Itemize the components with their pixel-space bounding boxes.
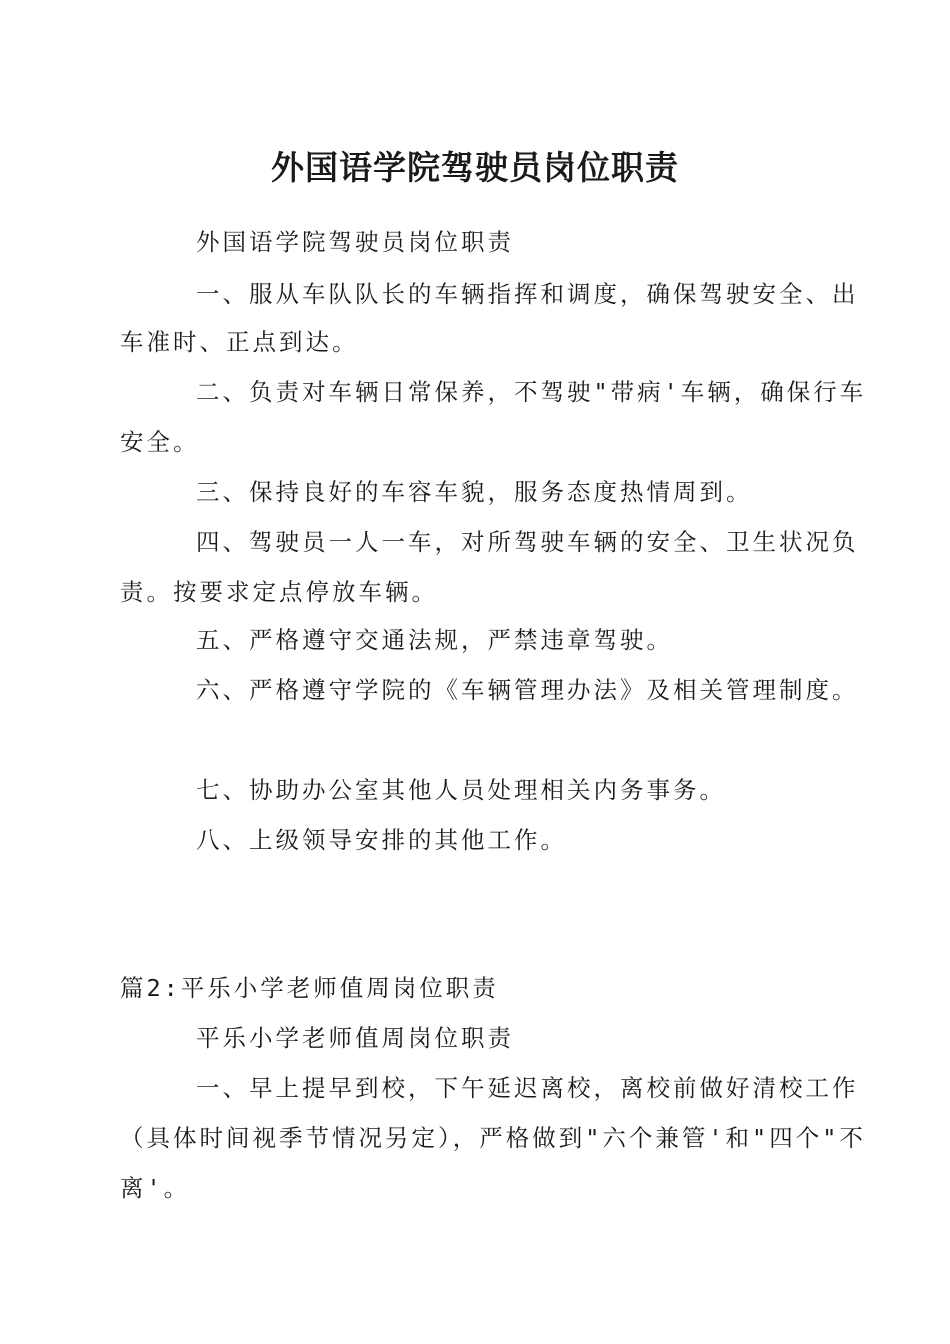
document-title: 外国语学院驾驶员岗位职责	[271, 148, 679, 187]
duty-item-1-line-1: 一、服从车队队长的车辆指挥和调度，确保驾驶安全、出	[196, 280, 859, 308]
duty-item-1-line-2: 车准时、正点到达。	[120, 328, 359, 356]
section-subtitle-1: 外国语学院驾驶员岗位职责	[196, 228, 514, 256]
duty-2-item-1-line-2: （具体时间视季节情况另定），严格做到"六个兼管'和"四个"不	[120, 1124, 866, 1152]
duty-item-2-line-2: 安全。	[120, 428, 200, 456]
duty-item-8: 八、上级领导安排的其他工作。	[196, 826, 567, 854]
section-2-heading: 篇2:平乐小学老师值周岗位职责	[120, 974, 499, 1002]
duty-item-7: 七、协助办公室其他人员处理相关内务事务。	[196, 776, 726, 804]
duty-2-item-1-line-3: 离'。	[120, 1174, 191, 1202]
section-2-subtitle: 平乐小学老师值周岗位职责	[196, 1024, 514, 1052]
duty-item-6: 六、严格遵守学院的《车辆管理办法》及相关管理制度。	[196, 676, 859, 704]
duty-item-4-line-2: 责。按要求定点停放车辆。	[120, 578, 438, 606]
duty-2-item-1-line-1: 一、早上提早到校，下午延迟离校，离校前做好清校工作	[196, 1074, 859, 1102]
duty-item-2-line-1: 二、负责对车辆日常保养，不驾驶"带病'车辆，确保行车	[196, 378, 867, 406]
duty-item-3: 三、保持良好的车容车貌，服务态度热情周到。	[196, 478, 753, 506]
duty-item-5: 五、严格遵守交通法规，严禁违章驾驶。	[196, 626, 673, 654]
duty-item-4-line-1: 四、驾驶员一人一车，对所驾驶车辆的安全、卫生状况负	[196, 528, 859, 556]
